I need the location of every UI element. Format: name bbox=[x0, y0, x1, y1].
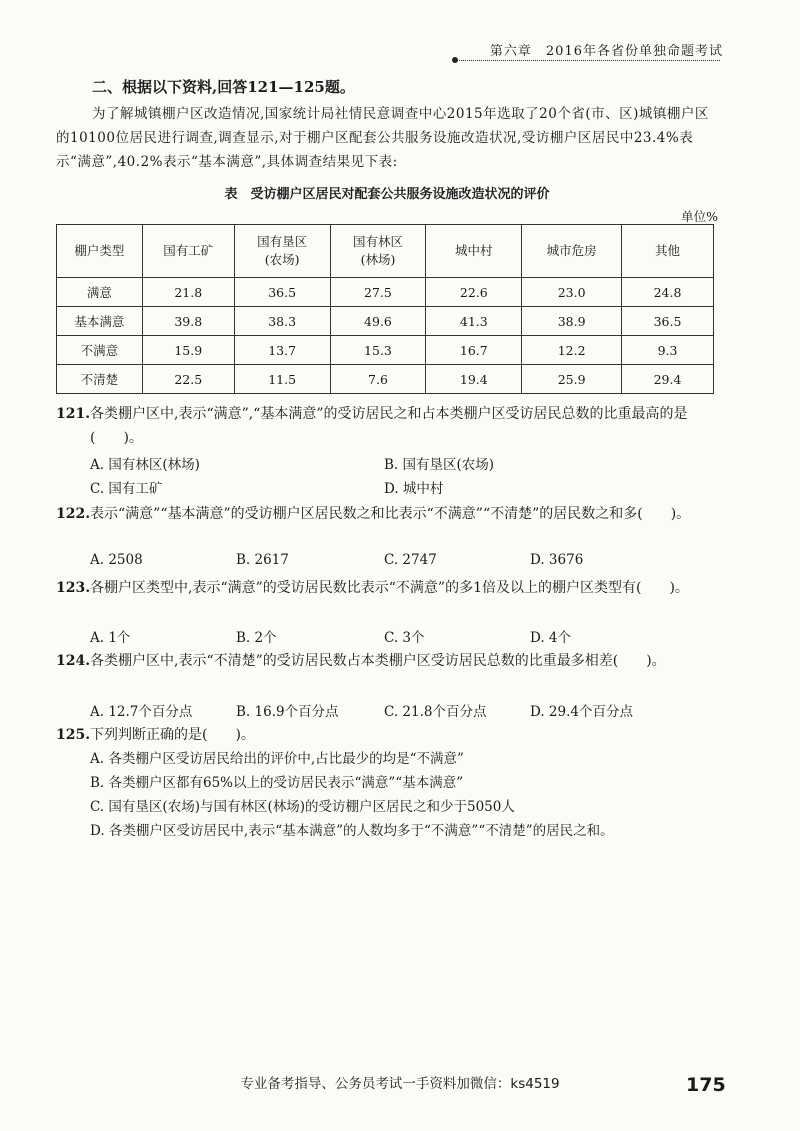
option-a[interactable]: A. 国有林区(林场) bbox=[90, 457, 200, 473]
question-text: 各类棚户区中,表示“满意”,“基本满意”的受访居民之和占本类棚户区受访居民总数的比重最高的是( )。 bbox=[90, 406, 688, 446]
table-cell: 12.2 bbox=[522, 336, 622, 365]
option-d[interactable]: D. 4个 bbox=[530, 630, 572, 646]
table-cell: 38.3 bbox=[234, 307, 330, 336]
section-title: 二、根据以下资料,回答121—125题。 bbox=[92, 78, 355, 96]
question-text: 各棚户区类型中,表示“满意”的受访居民数比表示“不满意”的多1倍及以上的棚户区类型有( )。 bbox=[90, 580, 689, 596]
header-cell: 国有林区 (林场) bbox=[330, 225, 426, 278]
page-number: 175 bbox=[686, 1074, 726, 1096]
option-d[interactable]: D. 各类棚户区受访居民中,表示“基本满意”的人数均多于“不满意”“不清楚”的居民之和。 bbox=[90, 823, 614, 839]
question-121 bbox=[56, 402, 720, 450]
option-c[interactable]: C. 21.8个百分点 bbox=[384, 704, 487, 720]
question-125 bbox=[56, 723, 720, 747]
row-label: 满意 bbox=[57, 278, 143, 307]
option-c[interactable]: C. 国有垦区(农场)与国有林区(林场)的受访棚户区居民之和少于5050人 bbox=[90, 799, 515, 815]
table-cell: 7.6 bbox=[330, 365, 426, 394]
table-row bbox=[57, 365, 714, 394]
option-b[interactable]: B. 2个 bbox=[236, 630, 277, 646]
table-cell: 39.8 bbox=[142, 307, 234, 336]
option-b[interactable]: B. 各类棚户区都有65%以上的受访居民表示“满意”“基本满意” bbox=[90, 775, 464, 791]
table-cell: 38.9 bbox=[522, 307, 622, 336]
row-label: 基本满意 bbox=[57, 307, 143, 336]
option-d[interactable]: D. 3676 bbox=[530, 552, 584, 568]
question-text: 各类棚户区中,表示“不清楚”的受访居民数占本类棚户区受访居民总数的比重最多相差( )。 bbox=[90, 653, 666, 669]
table-cell: 23.0 bbox=[522, 278, 622, 307]
header-cell: 国有垦区 (农场) bbox=[234, 225, 330, 278]
header-cell: 棚户类型 bbox=[57, 225, 143, 278]
option-d[interactable]: D. 29.4个百分点 bbox=[530, 704, 633, 720]
question-number: 123. bbox=[56, 580, 91, 596]
footer-text: 专业备考指导、公务员考试一手资料加微信：ks4519 bbox=[240, 1076, 560, 1092]
table-cell: 16.7 bbox=[426, 336, 522, 365]
table-cell: 15.9 bbox=[142, 336, 234, 365]
table-cell: 49.6 bbox=[330, 307, 426, 336]
table-row bbox=[57, 307, 714, 336]
table-cell: 25.9 bbox=[522, 365, 622, 394]
header-cell: 城中村 bbox=[426, 225, 522, 278]
table-cell: 21.8 bbox=[142, 278, 234, 307]
question-text: 表示“满意”“基本满意”的受访棚户区居民数之和比表示“不满意”“不清楚”的居民数之和多( )。 bbox=[90, 506, 691, 522]
question-number: 124. bbox=[56, 653, 91, 669]
table-unit: 单位% bbox=[681, 209, 718, 224]
chapter-header: 第六章 2016年各省份单独命题考试 bbox=[489, 44, 723, 59]
evaluation-table bbox=[56, 224, 714, 394]
option-d[interactable]: D. 城中村 bbox=[384, 481, 444, 497]
table-cell: 13.7 bbox=[234, 336, 330, 365]
question-number: 121. bbox=[56, 406, 91, 422]
intro-paragraph: 为了解城镇棚户区改造情况,国家统计局社情民意调查中心2015年选取了20个省(市、区)城镇棚户区的10100位居民进行调查,调查显示,对于棚户区配套公共服务设施改造状况,受访棚户区居民中23.4%表示“满意”,40.2%表示“基本满意”,具体调查结果见下表: bbox=[56, 106, 709, 170]
question-123 bbox=[56, 576, 720, 600]
header-rule bbox=[455, 60, 720, 61]
question-number: 125. bbox=[56, 727, 91, 743]
row-label: 不满意 bbox=[57, 336, 143, 365]
table-cell: 41.3 bbox=[426, 307, 522, 336]
table-caption: 表 受访棚户区居民对配套公共服务设施改造状况的评价 bbox=[224, 187, 550, 202]
header-cell: 城市危房 bbox=[522, 225, 622, 278]
option-c[interactable]: C. 3个 bbox=[384, 630, 425, 646]
table-cell: 29.4 bbox=[622, 365, 714, 394]
table-header-row bbox=[57, 225, 714, 278]
table-cell: 9.3 bbox=[622, 336, 714, 365]
option-a[interactable]: A. 1个 bbox=[90, 630, 131, 646]
question-122 bbox=[56, 502, 720, 526]
option-b[interactable]: B. 16.9个百分点 bbox=[236, 704, 339, 720]
option-c[interactable]: C. 2747 bbox=[384, 552, 437, 568]
table-cell: 22.6 bbox=[426, 278, 522, 307]
table-cell: 15.3 bbox=[330, 336, 426, 365]
option-b[interactable]: B. 2617 bbox=[236, 552, 289, 568]
question-number: 122. bbox=[56, 506, 91, 522]
table-cell: 22.5 bbox=[142, 365, 234, 394]
table-row bbox=[57, 336, 714, 365]
option-a[interactable]: A. 12.7个百分点 bbox=[90, 704, 193, 720]
table-cell: 36.5 bbox=[622, 307, 714, 336]
option-b[interactable]: B. 国有垦区(农场) bbox=[384, 457, 495, 473]
table-cell: 24.8 bbox=[622, 278, 714, 307]
question-text: 下列判断正确的是( )。 bbox=[90, 727, 255, 743]
table-cell: 36.5 bbox=[234, 278, 330, 307]
question-124 bbox=[56, 649, 720, 673]
option-a[interactable]: A. 各类棚户区受访居民给出的评价中,占比最少的均是“不满意” bbox=[90, 751, 464, 767]
option-a[interactable]: A. 2508 bbox=[90, 552, 143, 568]
table-cell: 19.4 bbox=[426, 365, 522, 394]
option-c[interactable]: C. 国有工矿 bbox=[90, 481, 163, 497]
header-cell: 国有工矿 bbox=[142, 225, 234, 278]
table-row bbox=[57, 278, 714, 307]
table-cell: 11.5 bbox=[234, 365, 330, 394]
header-cell: 其他 bbox=[622, 225, 714, 278]
table-cell: 27.5 bbox=[330, 278, 426, 307]
row-label: 不清楚 bbox=[57, 365, 143, 394]
